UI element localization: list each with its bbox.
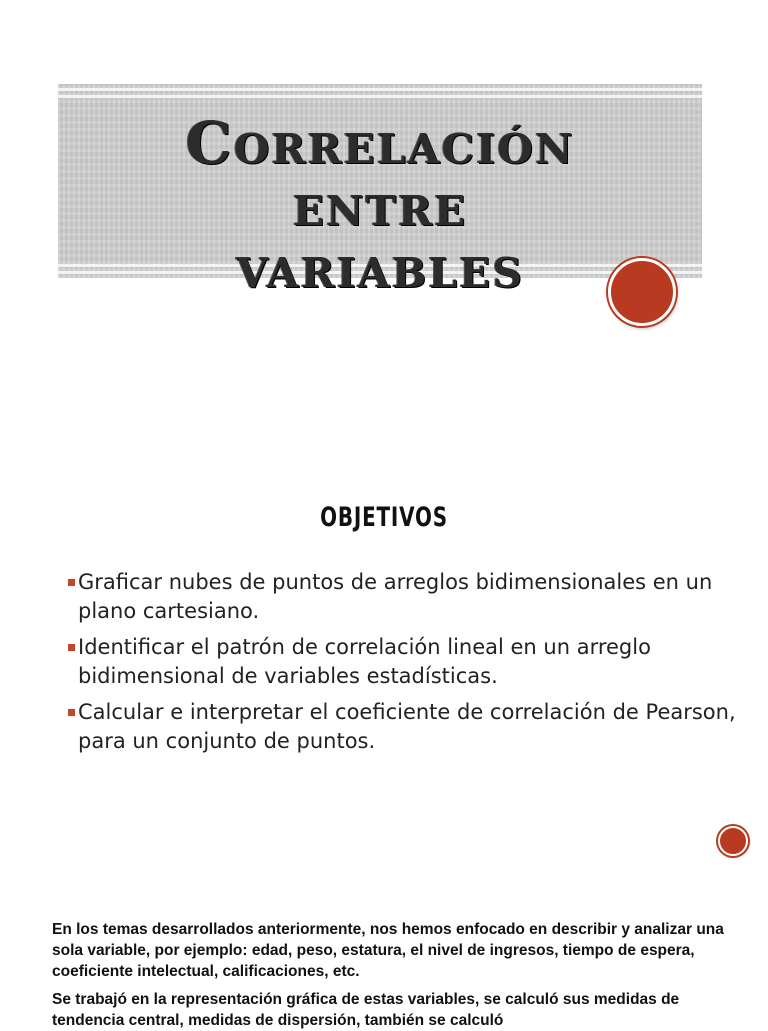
square-bullet-icon: [68, 709, 75, 716]
list-item: [66, 568, 736, 626]
bullet-text: Graficar nubes de puntos de arreglos bidimensionales en un plano cartesiano.: [78, 570, 713, 623]
banner-stripe: [58, 95, 702, 98]
title-line-3: variables: [236, 233, 524, 301]
title-line-2: entre: [292, 171, 468, 239]
slide-title-text: [58, 109, 702, 301]
objectives-list: [66, 568, 736, 763]
intro-paragraph: En los temas desarrollados anteriormente, nos hemos enfocado en describir y analizar una sola variable, por ejemplo: edad, peso, estatura, el nivel de ingresos, tiempo de espera, coeficiente intelectual, calificaciones, etc.: [52, 921, 724, 980]
slide-title: [0, 0, 768, 440]
decorative-circle-icon: [608, 258, 676, 326]
title-line-1: Correlación: [185, 109, 575, 177]
square-bullet-icon: [68, 644, 75, 651]
square-bullet-icon: [68, 579, 75, 586]
slide-introduction: [0, 905, 768, 1029]
list-item: [66, 633, 736, 691]
decorative-circle-icon: [718, 826, 748, 856]
bullet-text: Identificar el patrón de correlación lineal en un arreglo bidimensional de variables estadísticas.: [78, 635, 651, 688]
banner-stripe: [58, 88, 702, 91]
list-item: [66, 698, 736, 756]
slide-objectives: [0, 456, 768, 880]
objectives-heading: OBJETIVOS: [320, 502, 448, 533]
intro-paragraph: Se trabajó en la representación gráfica de estas variables, se calculó sus medidas de tendencia central, medidas de dispersión, también se calculó: [52, 991, 680, 1029]
bullet-text: Calcular e interpretar el coeficiente de correlación de Pearson, para un conjunto de puntos.: [78, 700, 736, 753]
